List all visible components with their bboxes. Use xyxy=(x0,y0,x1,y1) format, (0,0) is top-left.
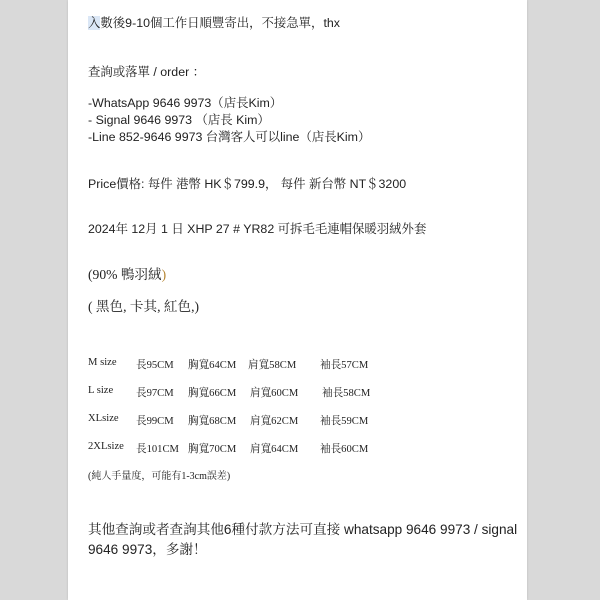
document-page: 入數後9-10個工作日順豐寄出，不接急單，thx 查詢或落單 / order ： -WhatsApp 9646 9973（店長Kim） - Signal 9646 9973 （店長 Kim） -Line 852-9646 9973 台灣客人可以line（店長Kim） Price價格: 每件 港幣 HK＄799.9， 每件 新台幣 NT＄3200 2024年 12月 1 日 XHP 27 # YR82 可拆毛毛連帽保暖羽絨外套 (90% 鴨羽絨) ( 黑色, 卡其, 紅色,) M size 長95CM 胸寬64CM 肩寬58CM 袖長57CM L size 長97CM 胸寬66CM 肩寬60CM 袖長58CM XLsize 長99CM 胸寬68CM 肩寬62CM 袖長59CM 2XLsize 長101CM 胸寬70CM 肩寬64CM 袖長60CM (純人手量度，可能有1-3cm誤差) 其他查詢或者查詢其他6種付款方法可直接 whatsapp 9646 9973 / signal 9646 9973，多謝！ xyxy=(68,0,527,600)
line-app-line: -Line 852-9646 9973 台灣客人可以line（店長Kim） xyxy=(88,130,371,144)
whatsapp-line: -WhatsApp 9646 9973（店長Kim） xyxy=(88,96,283,110)
signal-line: - Signal 9646 9973 （店長 Kim） xyxy=(88,113,270,127)
footer-line-1: 其他查詢或者查詢其他6種付款方法可直接 whatsapp 9646 9973 / signal xyxy=(88,522,518,537)
shipping-note: 入數後9-10個工作日順豐寄出，不接急單，thx xyxy=(88,16,340,30)
text-selection-highlight: 入 xyxy=(88,16,101,30)
down-content: (90% 鴨羽絨) xyxy=(88,267,167,282)
product-title: 2024年 12月 1 日 XHP 27 # YR82 可拆毛毛連帽保暖羽絨外套 xyxy=(88,222,427,236)
measurement-note: (純人手量度，可能有1-3cm誤差) xyxy=(88,471,231,482)
color-options: ( 黑色, 卡其, 紅色,) xyxy=(88,299,200,314)
footer-line-2: 9646 9973，多謝！ xyxy=(88,542,207,557)
price-line: Price價格: 每件 港幣 HK＄799.9， 每件 新台幣 NT＄3200 xyxy=(88,177,407,191)
contact-title: 查詢或落單 / order ： xyxy=(88,65,206,79)
